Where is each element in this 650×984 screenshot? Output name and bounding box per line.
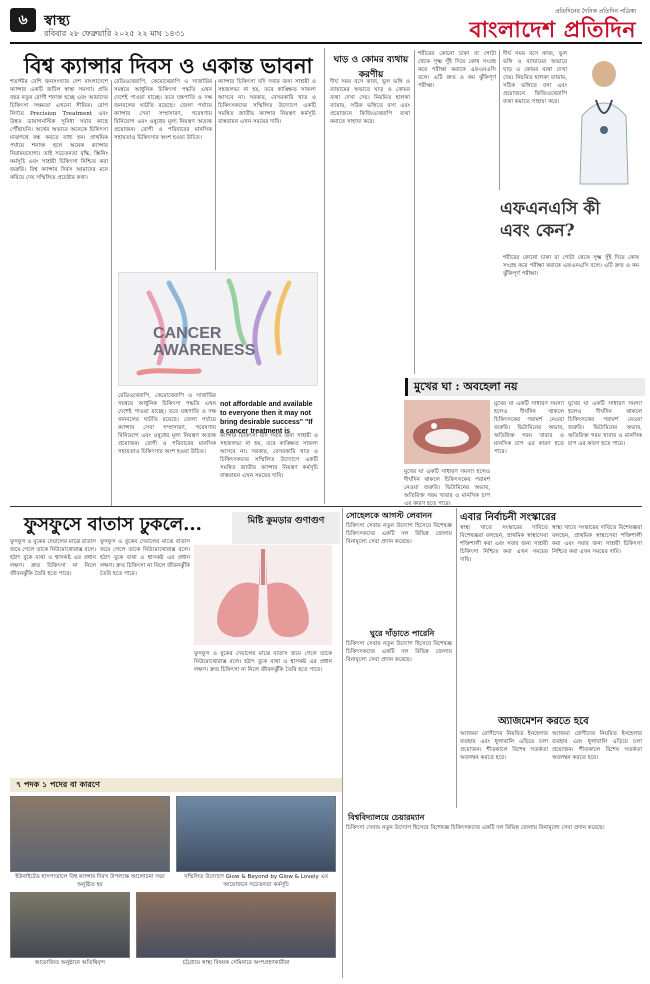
mouth-ulcer-headline: মুখের ঘা : অবহেলা নয় — [405, 378, 645, 396]
neck-back-pain-headline: ঘাড় ও কোমর ব্যথায় করণীয় — [333, 55, 409, 80]
section-divider — [10, 506, 642, 507]
neck-back-pain-body: দীর্ঘ সময় বসে কাজ, ভুল ভঙ্গি ও ব্যায়ামের অভাবে ঘাড় ও কোমর ব্যথা দেখা দেয়। নিয়মিত হালকা ব্যায়াম, সঠিক ভঙ্গিতে বসা এবং প্রয়োজনে ফিজিওথেরাপি ব্যথা কমাতে সাহায্য করে। — [330, 79, 410, 125]
lung-illustration — [194, 545, 332, 645]
dateline: রবিবার ২৮ ফেব্রুয়ারি ২০২৫ ২২ মাঘ ১৪৩১ — [44, 29, 186, 38]
event-photo-1-caption: ইউনাইটেড হাসপাতালে বিশ্ব ক্যান্সার দিবস উপলক্ষে আলোচনা সভা অনুষ্ঠিত হয় — [15, 874, 165, 888]
right-column-body: শরীরের কোনো চাকা বা গোটা থেকে সূক্ষ্ম সুঁই দিয়ে কোষ সংগ্রহ করে পরীক্ষা করাকে এফএনএসি বলে। এটি দ্রুত ও কম ঝুঁকিপূর্ণ পরীক্ষা। — [418, 51, 496, 89]
mouth-ulcer-body-3: মুখের ঘা একটি সাধারণ সমস্যা হলেও দীর্ঘদিন থাকলে চিকিৎসকের পরামর্শ নেওয়া জরুরি। ভিটামিনের অভাব, অতিরিক্ত গরম খাবার ও মানসিক চাপ এর কারণ হতে পারে। — [404, 469, 490, 506]
doctor-illustration — [572, 56, 636, 186]
photo-news-bar: ৭ পদক ১ পদের বা কারণে — [10, 778, 342, 792]
event-photo-1 — [10, 796, 170, 872]
lead-column-1: শতাব্দীর বেশি জনসংখ্যার দেশ বাংলাদেশে ক্যান্সার একটি জটিল স্বাস্থ্য সমস্যা। প্রতি বছর নতুন রোগী শনাক্ত হচ্ছে এবং আমাদের চিকিৎসা সক্ষমতা এখনো সীমিত। রোগ নির্ণয়ে Precision Treatment এবং উন্নত ডায়াগনস্টিক সুবিধা সবার কাছে পৌঁছায়নি। অর্থের অভাবে অনেকে চিকিৎসা মাঝপথে বন্ধ করতে বাধ্য হন। প্রাথমিক পর্যায়ে শনাক্ত হলে অনেক ক্যান্সার নিরাময়যোগ্য। তাই সচেতনতা বৃদ্ধি, স্ক্রিনিং কর্মসূচি এবং সাশ্রয়ী চিকিৎসা নিশ্চিত করা জরুরি। বিশ্ব ক্যান্সার দিবস আমাদের মনে করিয়ে দেয় সম্মিলিত প্রচেষ্টার কথা। — [10, 79, 108, 181]
brand-name: বাংলাদেশ প্রতিদিন — [469, 17, 636, 43]
pumpkin-headline: মিষ্টি কুমড়ার গুণাগুণ — [232, 512, 340, 544]
event-photo-4 — [136, 892, 336, 958]
mouth-ulcer-body-2: মুখের ঘা একটি সাধারণ সমস্যা হলেও দীর্ঘদিন থাকলে চিকিৎসকের পরামর্শ নেওয়া জরুরি। ভিটামিনের অভাব, অতিরিক্ত গরম খাবার ও মানসিক চাপ এর কারণ হতে পারে। — [568, 401, 642, 447]
reform-body-2: স্বাস্থ্য খাতে সংস্কারের দাবিতে বিশেষজ্ঞরা বলছেন, প্রাথমিক স্বাস্থ্যসেবা শক্তিশালী করা এবং সবার জন্য সাশ্রয়ী চিকিৎসা নিশ্চিত করা এখন সময়ের দাবি। — [552, 525, 642, 555]
cancer-awareness-image — [118, 272, 318, 386]
lead-column-2: রেডিওথেরাপি, কেমোথেরাপি ও সার্জারির সমন্বয়ে আধুনিক চিকিৎসা পদ্ধতি এখন দেশেই পাওয়া যাচ্ছে। তবে যন্ত্রপাতি ও দক্ষ জনবলের ঘাটতি রয়েছে। জেলা পর্যায়ে ক্যান্সার সেবা সম্প্রসারণ, গবেষণায় বিনিয়োগ এবং ওষুধের মূল্য নিয়ন্ত্রণ অত্যন্ত প্রয়োজন। রোগী ও পরিবারের মানসিক সহায়তাও চিকিৎসার অংশ হওয়া উচিত। — [114, 79, 212, 141]
event-photo-2 — [176, 796, 336, 872]
lung-body: ফুসফুস ও বুকের দেয়ালের মাঝে বাতাস জমে গেলে তাকে নিউমোথোরাক্স বলে। হঠাৎ বুকে ব্যথা ও শ্বাসকষ্ট এর প্রধান লক্ষণ। দ্রুত চিকিৎসা না নিলে জীবনঝুঁকি তৈরি হতে পারে। — [10, 539, 96, 577]
secondary-headline: ঘুরে দাঁড়াতে পারেনি — [370, 628, 435, 638]
lung-headline: ফুসফুসে বাতাস ঢুকলে... — [24, 514, 202, 535]
lead-column-5: ক্যান্সার চিকিৎসা যদি সবার জন্য সাশ্রয়ী ও সহজলভ্য না হয়, তবে কাঙ্ক্ষিত সাফল্য আসবে না। সরকার, বেসরকারি খাত ও চিকিৎসকদের সম্মিলিত উদ্যোগে একটি সমন্বিত জাতীয় ক্যান্সার নিয়ন্ত্রণ কর্মসূচি বাস্তবায়ন এখন সময়ের দাবি। — [220, 433, 318, 479]
event-photo-2-caption: সম্মিলিত উদ্যোগে Glow & Beyond by Glow & Lovely এর আয়োজনে সচেতনতা কর্মসূচি — [184, 874, 328, 888]
right-column-body-2: দীর্ঘ সময় বসে কাজ, ভুল ভঙ্গি ও ব্যায়ামের অভাবে ঘাড় ও কোমর ব্যথা দেখা দেয়। নিয়মিত হালকা ব্যায়াম, সঠিক ভঙ্গিতে বসা এবং প্রয়োজনে ফিজিওথেরাপি ব্যথা কমাতে সাহায্য করে। — [503, 51, 567, 105]
university-headline: বিশ্ববিদ্যালয়ে চেয়ারম্যান — [348, 812, 425, 822]
lung-body-2: ফুসফুস ও বুকের দেয়ালের মাঝে বাতাস জমে গেলে তাকে নিউমোথোরাক্স বলে। হঠাৎ বুকে ব্যথা ও শ্বাসকষ্ট এর প্রধান লক্ষণ। দ্রুত চিকিৎসা না নিলে জীবনঝুঁকি তৈরি হতে পারে। — [100, 539, 190, 577]
event-photo-3-caption: আয়োজিত অনুষ্ঠানে অতিথিবৃন্দ — [34, 960, 106, 966]
column-rule — [342, 508, 343, 978]
page-number: ৬ — [10, 8, 36, 32]
lead-column-4: রেডিওথেরাপি, কেমোথেরাপি ও সার্জারির সমন্বয়ে আধুনিক চিকিৎসা পদ্ধতি এখন দেশেই পাওয়া যাচ্ছে। তবে যন্ত্রপাতি ও দক্ষ জনবলের ঘাটতি রয়েছে। জেলা পর্যায়ে ক্যান্সার সেবা সম্প্রসারণ, গবেষণায় বিনিয়োগ এবং ওষুধের মূল্য নিয়ন্ত্রণ অত্যন্ত প্রয়োজন। রোগী ও পরিবারের মানসিক সহায়তাও চিকিৎসার অংশ হওয়া উচিত। — [118, 393, 216, 455]
masthead — [10, 6, 642, 44]
mouth-ulcer-body: মুখের ঘা একটি সাধারণ সমস্যা হলেও দীর্ঘদিন থাকলে চিকিৎসকের পরামর্শ নেওয়া জরুরি। ভিটামিনের অভাব, অতিরিক্ত গরম খাবার ও মানসিক চাপ এর কারণ হতে পারে। — [494, 401, 564, 455]
cancer-awareness-text: CANCER AWARENESS — [153, 325, 256, 359]
lung-body-3: ফুসফুস ও বুকের দেয়ালের মাঝে বাতাস জমে গেলে তাকে নিউমোথোরাক্স বলে। হঠাৎ বুকে ব্যথা ও শ্বাসকষ্ট এর প্রধান লক্ষণ। দ্রুত চিকিৎসা না নিলে জীবনঝুঁকি তৈরি হতে পারে। — [194, 651, 332, 673]
asthma-body: অ্যাজমা রোগীদের নিয়মিত ইনহেলার ব্যবহার এবং ধুলাবালি এড়িয়ে চলা প্রয়োজন। শীতকালে বিশেষ সতর্কতা অবলম্বন করতে হবে। — [460, 731, 548, 761]
section-title: স্বাস্থ্য — [44, 13, 70, 29]
column-rule — [111, 80, 112, 506]
asthma-headline: অ্যাজমেশন করতে হবে — [498, 716, 589, 727]
english-quote: not affordable and available to everyone then it may not bring desirable success" "If a cancer treatment is — [220, 401, 313, 435]
fnac-body: শরীরের কোনো চাকা বা গোটা থেকে সূক্ষ্ম সুঁই দিয়ে কোষ সংগ্রহ করে পরীক্ষা করাকে এফএনএসি বলে। এটি দ্রুত ও কম ঝুঁকিপূর্ণ পরীক্ষা। — [503, 255, 639, 277]
university-body: চিকিৎসা সেবায় নতুন উদ্যোগ হিসেবে বিশেষজ্ঞ চিকিৎসকদের একটি দল বিভিন্ন জেলায় বিনামূল্যে সেবা প্রদান করেছে। — [346, 825, 605, 831]
event-photo-3 — [10, 892, 130, 958]
column-rule — [414, 50, 415, 374]
lead-headline: বিশ্ব ক্যান্সার দিবস ও একান্ত ভাবনা — [24, 53, 313, 78]
asthma-body-2: অ্যাজমা রোগীদের নিয়মিত ইনহেলার ব্যবহার এবং ধুলাবালি এড়িয়ে চলা প্রয়োজন। শীতকালে বিশেষ সতর্কতা অবলম্বন করতে হবে। — [552, 731, 642, 761]
mouth-photo — [404, 400, 490, 464]
middle-body: চিকিৎসা সেবায় নতুন উদ্যোগ হিসেবে বিশেষজ্ঞ চিকিৎসকদের একটি দল বিভিন্ন জেলায় বিনামূল্যে সেবা প্রদান করেছে। — [346, 523, 452, 545]
reform-body: স্বাস্থ্য খাতে সংস্কারের দাবিতে বিশেষজ্ঞরা বলছেন, প্রাথমিক স্বাস্থ্যসেবা শক্তিশালী করা এবং সবার জন্য সাশ্রয়ী চিকিৎসা নিশ্চিত করা এখন সময়ের দাবি। — [460, 525, 548, 563]
middle-headline: সোহেলকে আগস্ট লেবানন — [346, 510, 432, 520]
column-rule — [456, 508, 457, 808]
column-rule — [499, 50, 500, 190]
secondary-body: চিকিৎসা সেবায় নতুন উদ্যোগ হিসেবে বিশেষজ্ঞ চিকিৎসকদের একটি দল বিভিন্ন জেলায় বিনামূল্যে সেবা প্রদান করেছে। — [346, 641, 452, 663]
reform-headline: এবার নির্বাচনী সংস্কারের — [460, 512, 557, 523]
column-rule — [215, 80, 216, 270]
brand-logo — [469, 6, 636, 43]
column-rule — [324, 48, 325, 504]
lead-column-3: ক্যান্সার চিকিৎসা যদি সবার জন্য সাশ্রয়ী ও সহজলভ্য না হয়, তবে কাঙ্ক্ষিত সাফল্য আসবে না। সরকার, বেসরকারি খাত ও চিকিৎসকদের সম্মিলিত উদ্যোগে একটি সমন্বিত জাতীয় ক্যান্সার নিয়ন্ত্রণ কর্মসূচি বাস্তবায়ন এখন সময়ের দাবি। — [218, 79, 316, 125]
brand-tagline: প্রতিদিনের দৈনিক প্রতিদিন পত্রিকা — [555, 8, 636, 15]
fnac-headline: এফএনএসি কী এবং কেন? — [500, 199, 601, 241]
event-photo-4-caption: চট্টগ্রামে স্বাস্থ্য বিষয়ক সেমিনারে অংশগ্রহণকারীরা — [182, 960, 290, 966]
